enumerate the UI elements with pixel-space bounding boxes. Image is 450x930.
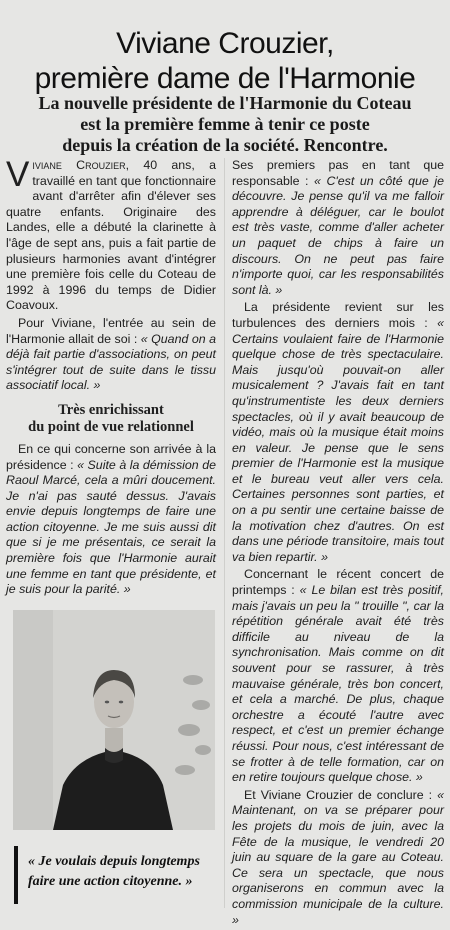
subheading [6,402,216,436]
paragraph-text: En ce qui concerne son arrivée à la présidence : [6,441,216,472]
headline [0,26,450,96]
subheading-line-1: Très enrichissant [58,401,164,418]
caption-bar [14,846,18,904]
body-paragraph [6,155,216,314]
body-paragraph [232,788,444,928]
quote-text: « Maintenant, on va se préparer pour les projets du mois de juin, avec la Fête de la musique, le vendredi 20 juin au square de la gare au Coteau. Ce sera un spectacle, que nous organiserons en commun avec la commission municipale de la culture. » [232,787,444,927]
quote-text: « Quand on a déjà fait partie d'associations, on peut s'intégrer tout de suite dans le tissu associatif local. » [6,331,216,393]
subheading-line-2: du point de vue relationnel [28,418,194,435]
body-paragraph [232,567,444,785]
lead-paragraph [10,93,440,156]
paragraph-text: Ses premiers pas en tant que responsable : [232,158,444,188]
caption-line-1: « Je voulais depuis longtemps [28,854,200,869]
headline-line-2: première dame de l'Harmonie [34,62,416,96]
body-paragraph [6,442,216,598]
caption-text [28,852,213,892]
quote-text: « Le bilan est très positif, mais j'avais un peu la " trouille ", car la répétition générale avait été très difficile au niveau de la synchronisation. Mais comme on dit souvent pour se rassurer, à très mauvaise générale, très bon concert, et cela a marché. De plus, chaque orchestre a écouté l'autre avec respect, et c'est un premier échange réussi. Pour nous, c'est intéressant de se frotter à de telle formation, car on en retire toujours quelque chose. » [232,583,445,785]
paragraph-text: Concernant le récent concert de printemps : [232,567,444,598]
lead-line-1: La nouvelle présidente de l'Harmonie du Coteau [38,93,412,113]
body-paragraph [6,316,216,394]
drop-cap: V [6,155,30,194]
lead-line-3: depuis la création de la société. Rencontre. [62,135,388,155]
photo-caption [6,838,216,910]
paragraph-text: Et Viviane Crouzier de conclure : [244,787,438,802]
portrait-photo [13,610,215,830]
body-paragraph [232,300,444,565]
paragraph-text: Pour Viviane, l'entrée au sein de l'Harmonie allait de soi : [6,315,216,346]
lead-line-2: est la première femme à tenir ce poste [80,114,370,134]
caption-line-2: faire une action citoyenne. » [28,874,193,889]
quote-text: « Suite à la démission de Raoul Marcé, cela a mûri doucement. Je n'ai pas sauté dessus. J'avais envie depuis longtemps de faire une action citoyenne. Je me suis aussi dit que si je me présentais, ce serait la première fois que l'Harmonie aurait une femme en tant que présidente, et je suis pour la parité. » [6,457,216,597]
column-divider [224,158,225,908]
author-name: iviane Crouzier [32,158,126,172]
right-column [232,158,444,930]
paragraph-text: La présidente revient sur les turbulences des derniers mois : [232,300,444,330]
paragraph-text: , 40 ans, a travaillé en tant que fonctionnaire avant d'arrêter afin d'élever ses quatre enfants. Originaire des Landes, elle a débuté la clarinette à l'âge de sept ans, puis a fait partie de plusieurs harmonies avant d'intégrer une première fois celle du Coteau de 1992 à 1996 du temps de Didier Coavoux. [6,158,216,313]
quote-text: « Certains voulaient faire de l'Harmonie quelque chose de très spectaculaire. Mais jusqu'où pouvait-on aller musicalement ? J'avais fait en tant qu'instrumentiste les deux derniers spectacles, où il y avait beaucoup de vidéo, mais où la musique était moins en valeur. Je pense que le sens premier de l'Harmonie est la musique et le bureau veut aller vers cela. Certaines personnes sont parties, et on a pu sentir une certaine baisse de la motivation chez d'autres. On est dans une période transitoire, mais tout va bien repartir. » [232,315,444,564]
portrait-illustration [13,610,215,830]
headline-line-1: Viviane Crouzier, [116,27,334,61]
left-column [6,155,216,600]
quote-text: « C'est un côté que je découvre. Je pense qu'il va me falloir apprendre à déléguer, car le boulot est très vaste, comme d'aller acheter un paquet de chips à faire un discours. On ne peut pas faire n'importe quoi, car les responsabilités sont là. » [232,173,444,297]
body-paragraph [232,158,444,298]
